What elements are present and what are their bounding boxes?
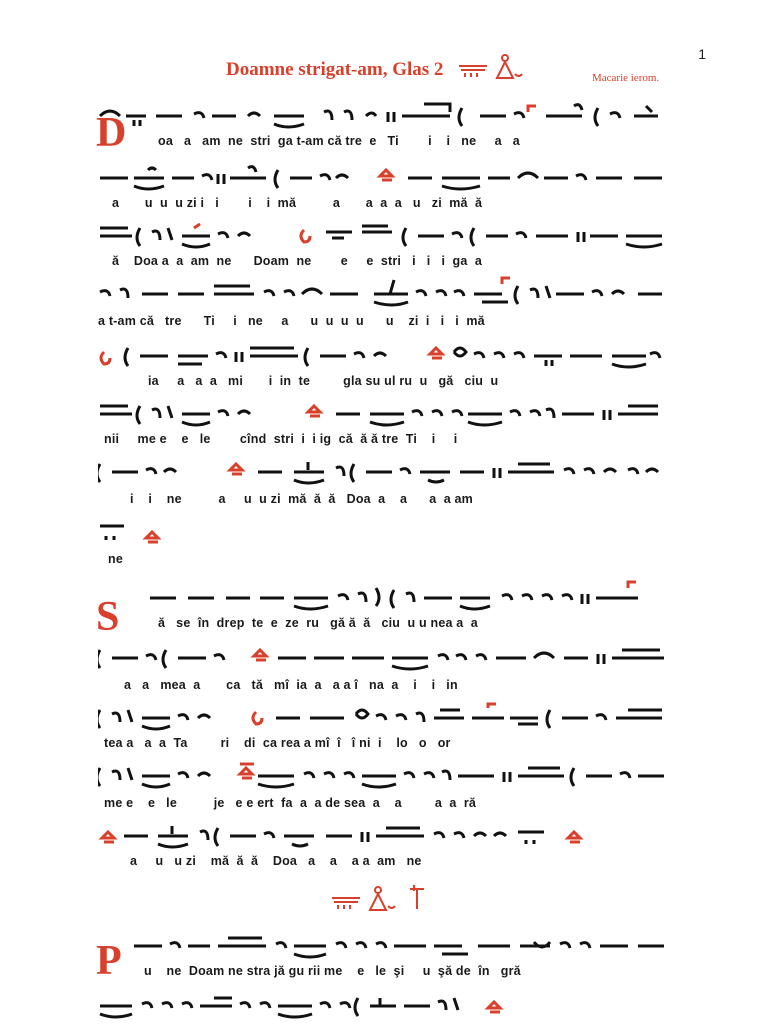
- neume-line-14: [98, 928, 670, 964]
- lyrics-line-4: a t-am că tre Ti i ne a u u u u u zi i i i mă: [98, 314, 485, 328]
- tone-martyria-icon: [330, 884, 396, 919]
- neume-line-10: [98, 640, 670, 676]
- lyrics-line-5: ia a a a mi i in te gla su ul ru u gă ciu u: [148, 374, 499, 388]
- page-number: 1: [698, 46, 706, 62]
- neume-line-13: [98, 818, 670, 854]
- neume-line-11: [98, 700, 670, 736]
- author: Macarie ierom.: [592, 72, 660, 84]
- title-row: [226, 52, 523, 87]
- mid-signs: [330, 884, 426, 919]
- neume-line-7: [98, 454, 670, 490]
- neume-line-4: [98, 276, 670, 312]
- lyrics-line-11: tea a a a Ta ri di ca rea a mî î î ni i lo o or: [104, 736, 451, 750]
- initial-letter-d: D: [96, 110, 127, 156]
- neume-line-12: [98, 758, 670, 794]
- initial-letter-s: S: [96, 594, 120, 640]
- lyrics-line-12: me e e le je e e ert fa a a de sea a a a a ră: [104, 796, 477, 810]
- neume-line-3: [98, 218, 670, 254]
- lyrics-line-3: ă Doa a a am ne Doam ne e e stri i i i ga a: [112, 254, 482, 268]
- lyrics-line-9: ă se în drep te e ze ru gă ă ă ciu u u nea a a: [158, 616, 478, 630]
- lyrics-line-10: a a mea a ca tă mî ia a a a î na a i i in: [124, 678, 458, 692]
- neume-line-5: [98, 338, 670, 374]
- hymn-title: Doamne strigat-am, Glas 2: [226, 58, 444, 80]
- lyrics-line-6: nii me e e le cînd stri i i ig că ă ă tre Ti i i: [104, 432, 458, 446]
- initial-letter-p: P: [96, 938, 122, 984]
- tone-martyria-icon: [457, 52, 523, 87]
- lyrics-line-14: u ne Doam ne stra jă gu rii me e le şi u şă de în gră: [144, 964, 521, 978]
- neume-line-6: [98, 396, 670, 432]
- lyrics-line-13: a u u zi mă ă ă Doa a a a a am ne: [130, 854, 422, 868]
- fthora-icon: [408, 885, 426, 918]
- neume-line-9: [98, 580, 670, 616]
- lyrics-line-7: i i ne a u u zi mă ă ă Doa a a a a am: [130, 492, 473, 506]
- neume-line-2: [98, 160, 670, 196]
- neume-line-8: [98, 516, 670, 552]
- neume-line-15: [98, 988, 670, 1024]
- lyrics-line-1: oa a am ne stri ga t-am că tre e Ti i i ne a a: [158, 134, 520, 148]
- lyrics-line-2: a u u u zi i i i i mă a a a a u zi mă ă: [112, 196, 483, 210]
- lyrics-line-8: ne: [108, 552, 123, 566]
- neume-line-1: [98, 98, 670, 134]
